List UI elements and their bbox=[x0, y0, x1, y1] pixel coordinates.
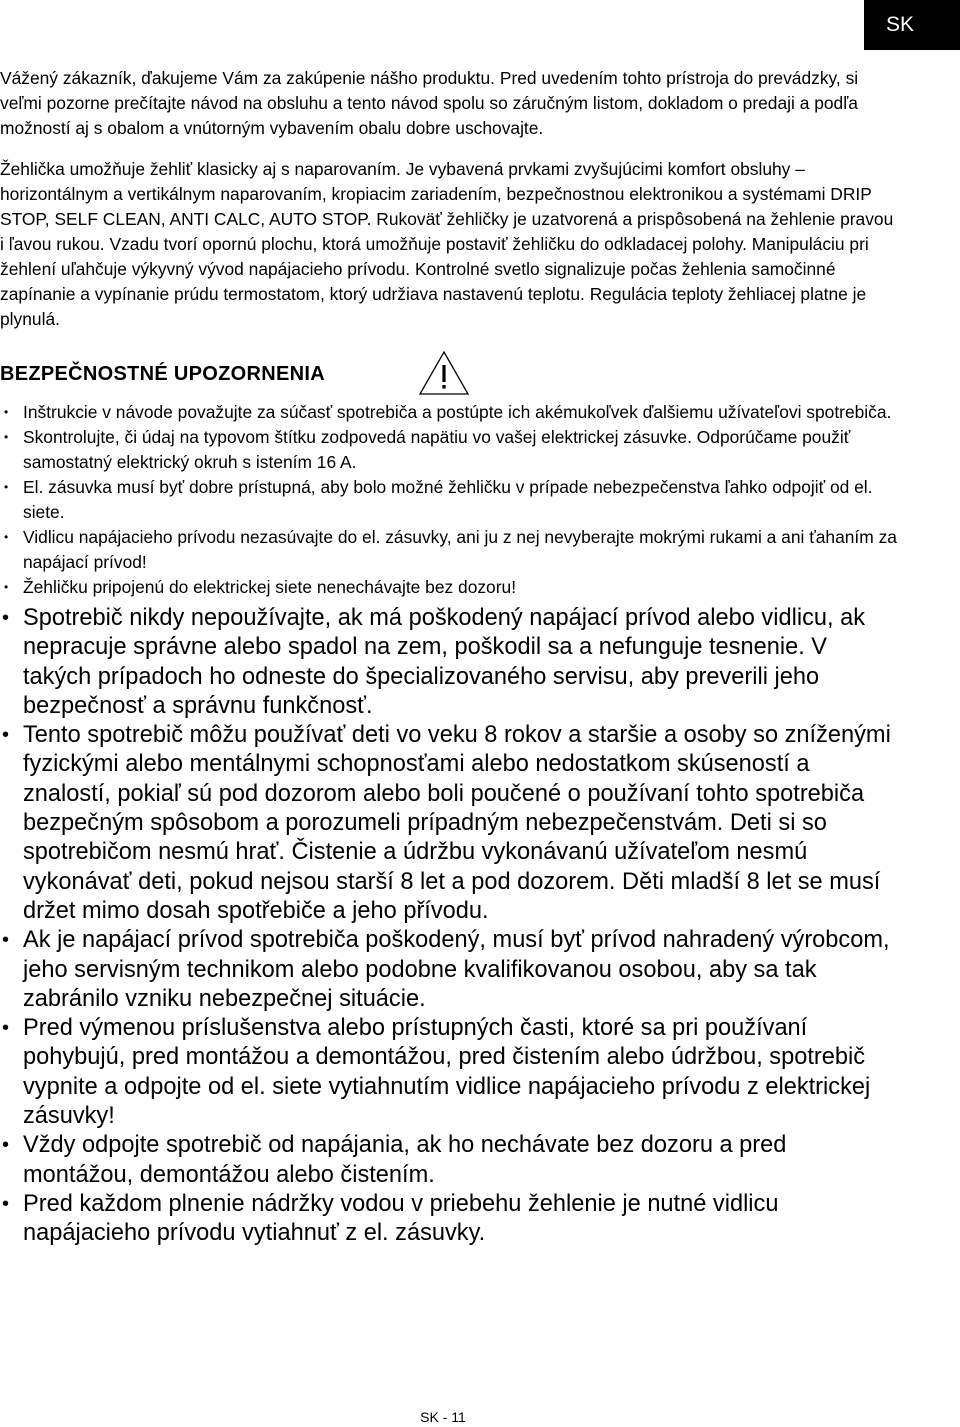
list-item-text: Ak je napájací prívod spotrebiča poškodený, musí byť prívod nahradený výrobcom, jeho servisným technikom alebo podobne kvalifikovanou osobou, aby sa tak zabránilo vzniku nebezpečnej situácie. bbox=[23, 927, 890, 1012]
list-item-text: Vidlicu napájacieho prívodu nezasúvajte do el. zásuvky, ani ju z nej nevyberajte mokrými rukami a ani ťahaním za napájací prívod! bbox=[23, 527, 897, 572]
bullet: • bbox=[4, 430, 9, 444]
list-item bbox=[0, 721, 900, 926]
list-item-text: Tento spotrebič môžu používať deti vo veku 8 rokov a staršie a osoby so zníženými fyzickými alebo mentálnymi schopnosťami alebo nedostatkom skúseností a znalostí, pokiaľ sú pod dozorom alebo boli poučené o používaní tohto spotrebiča bezpečným spôsobom a porozumeli prípadným nebezpečenstvám. Deti si so spotrebičom nesmú hrať. Čistenie a údržbu vykonávanú užívateľom nesmú vykonávať deti, pokud nejsou starší 8 let a pod dozorem. Děti mladší 8 let se musí držet mimo dosah spotřebiče a jeho přívodu. bbox=[23, 722, 891, 924]
list-item-text: Pred každom plnenie nádržky vodou v priebehu žehlenie je nutné vidlicu napájacieho prívodu vytiahnuť z el. zásuvky. bbox=[23, 1190, 779, 1247]
page-number: SK - 11 bbox=[420, 1409, 466, 1425]
safety-heading-row bbox=[0, 350, 900, 400]
bullet: • bbox=[4, 405, 9, 419]
list-item bbox=[0, 604, 900, 721]
warning-triangle-icon bbox=[418, 350, 470, 396]
bullet: • bbox=[4, 580, 9, 594]
list-item-text: Spotrebič nikdy nepoužívajte, ak má poškodený napájací prívod alebo vidlicu, ak nepracuje správne alebo spadol na zem, poškodil sa a nefunguje tesnenie. V takých prípadoch ho odneste do špecializovaného servisu, aby preverili jeho bezpečnosť a správnu funkčnosť. bbox=[23, 605, 866, 719]
page-content bbox=[0, 66, 900, 1249]
bullet: • bbox=[2, 607, 10, 629]
list-item bbox=[0, 926, 900, 1014]
bullet: • bbox=[2, 1134, 10, 1157]
list-item bbox=[0, 425, 900, 475]
list-item bbox=[0, 400, 900, 425]
bullet: • bbox=[4, 530, 9, 544]
list-item bbox=[0, 1131, 900, 1190]
list-item-text: Inštrukcie v návode považujte za súčasť spotrebiča a postúpte ich akémukoľvek ďalšiemu užívateľovi spotrebiča. bbox=[23, 402, 892, 422]
intro-paragraph: Vážený zákazník, ďakujeme Vám za zakúpenie nášho produktu. Pred uvedením tohto prístroja do prevádzky, si veľmi pozorne prečítajte návod na obsluhu a tento návod spolu so záručným listom, dokladom o predaji a podľa možností aj s obalom a vnútorným vybavením obalu dobre uschovajte. bbox=[0, 68, 859, 138]
safety-list-small bbox=[0, 400, 900, 600]
list-item-text: Pred výmenou príslušenstva alebo prístupných časti, ktoré sa pri používaní pohybujú, pred montážou a demontážou, pred čistením alebo údržbou, spotrebič vypnite a odpojte od el. siete vytiahnutím vidlice napájacieho prívodu z elektrickej zásuvky! bbox=[23, 1015, 871, 1130]
list-item-text: Vždy odpojte spotrebič od napájania, ak ho nechávate bez dozoru a pred montážou, demontážou alebo čistením. bbox=[23, 1132, 787, 1188]
list-item-text: Skontrolujte, či údaj na typovom štítku zodpovedá napätiu vo vašej elektrickej zásuvke. Odporúčame použiť samostatný elektrický okruh s istením 16 A. bbox=[23, 427, 851, 472]
spacer bbox=[0, 141, 900, 157]
bullet: • bbox=[4, 480, 9, 494]
list-item bbox=[0, 1190, 900, 1249]
list-item bbox=[0, 575, 900, 600]
list-item bbox=[0, 525, 900, 575]
bullet: • bbox=[2, 1192, 10, 1215]
list-item-text: El. zásuvka musí byť dobre prístupná, aby bolo možné žehličku v prípade nebezpečenstva ľahko odpojiť od el. siete. bbox=[23, 477, 873, 522]
language-tab bbox=[864, 0, 960, 50]
list-item bbox=[0, 1014, 900, 1131]
safety-heading: BEZPEČNOSTNÉ UPOZORNENIA bbox=[0, 363, 326, 385]
bullet: • bbox=[2, 929, 10, 952]
list-item bbox=[0, 475, 900, 525]
bullet: • bbox=[2, 1017, 10, 1040]
bullet: • bbox=[2, 724, 10, 747]
safety-list-large bbox=[0, 604, 900, 1249]
description-paragraph: Žehlička umožňuje žehliť klasicky aj s naparovaním. Je vybavená prvkami zvyšujúcimi komfort obsluhy – horizontálnym a vertikálnym naparovaním, kropiacim zariadením, bezpečnostnou elektronikou a systémami DRIP STOP, SELF CLEAN, ANTI CALC, AUTO STOP. Rukoväť žehličky je uzatvorená a prispôsobená na žehlenie pravou i ľavou rukou. Vzadu tvorí opornú plochu, ktorá umožňuje postaviť žehličku do odkladacej polohy. Manipuláciu pri žehlení uľahčuje výkyvný vývod napájacieho prívodu. Kontrolné svetlo signalizuje počas žehlenia samočinné zapínanie a vypínanie prúdu termostatom, ktorý udržiava nastavenú teplotu. Regulácia teploty žehliacej platne je plynulá. bbox=[0, 159, 894, 329]
list-item-text: Žehličku pripojenú do elektrickej siete nenechávajte bez dozoru! bbox=[23, 577, 517, 597]
language-tab-label: SK bbox=[886, 13, 915, 36]
